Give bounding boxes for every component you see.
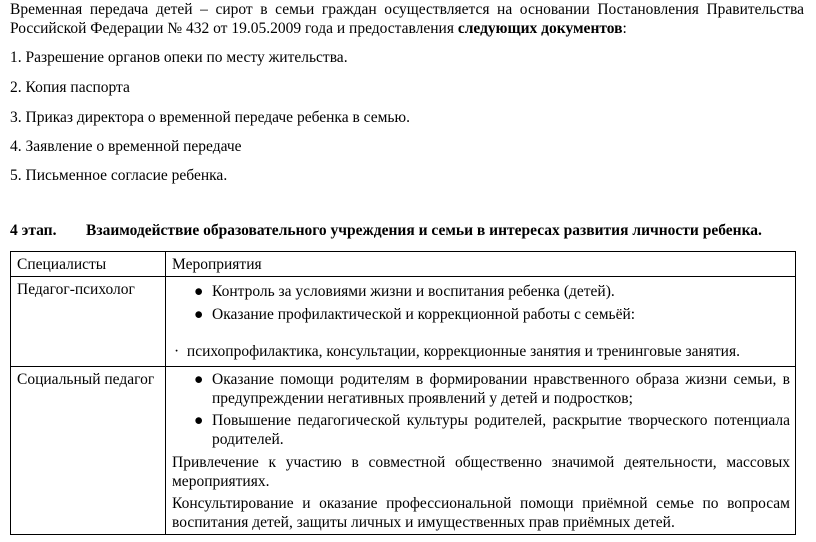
intro-line-2: Российской Федерации № 432 от 19.05.2009 года и предоставления bbox=[10, 20, 454, 37]
role-social-pedagogue: Социальный педагог bbox=[11, 367, 166, 535]
bullet-icon: ● bbox=[194, 283, 204, 300]
bullet-icon: ● bbox=[194, 412, 204, 429]
paragraph: Привлечение к участию в совместной общественно значимой деятельности, массовых мероприятиях. bbox=[172, 454, 790, 490]
stage-title: Взаимодействие образовательного учреждения и семьи в интересах развития личности ребенка. bbox=[86, 222, 762, 239]
bullet-icon: ● bbox=[194, 371, 204, 388]
table-row bbox=[11, 277, 796, 367]
table-row bbox=[11, 367, 796, 535]
psychologist-activities bbox=[166, 277, 796, 367]
list-item: 1. Разрешение органов опеки по месту жительства. bbox=[10, 49, 348, 66]
paragraph: Консультирование и оказание профессиональной помощи приёмной семье по вопросам воспитания детей, защиты личных и имущественных прав приёмных детей. bbox=[172, 495, 790, 531]
header-specialists: Специалисты bbox=[11, 252, 166, 277]
bullet-icon: ● bbox=[194, 306, 204, 323]
list-item: 4. Заявление о временной передаче bbox=[10, 138, 242, 155]
activities-table bbox=[10, 251, 796, 535]
header-activities: Мероприятия bbox=[166, 252, 796, 277]
dot-marker: · bbox=[174, 343, 180, 360]
bullet-item: ● Оказание профилактической и коррекционной работы с семьёй: bbox=[194, 306, 636, 323]
bullet-item: ● Повышение педагогической культуры родителей, раскрытие творческого потенциала родителей. bbox=[194, 412, 790, 448]
intro-tail: : bbox=[622, 20, 627, 37]
list-item: 3. Приказ директора о временной передаче ребенка в семью. bbox=[10, 109, 410, 126]
bullet-item: ● Контроль за условиями жизни и воспитания ребенка (детей). bbox=[194, 283, 615, 300]
intro-bold-phrase: следующих документов bbox=[457, 20, 623, 37]
bullet-item: ● Оказание помощи родителям в формировании нравственного образа жизни семьи, в предупреждении негативных проявлений у детей и подростков; bbox=[194, 371, 790, 407]
dot-item: · психопрофилактика, консультации, коррекционные занятия и тренинговые занятия. bbox=[174, 343, 740, 360]
stage-heading bbox=[10, 221, 762, 240]
intro-paragraph bbox=[10, 0, 804, 38]
stage-number: 4 этап. bbox=[10, 222, 57, 239]
table-header-row bbox=[11, 252, 796, 277]
list-item: 5. Письменное согласие ребенка. bbox=[10, 167, 228, 184]
role-psychologist: Педагог-психолог bbox=[11, 277, 166, 367]
intro-line-1: Временная передача детей – сирот в семьи граждан осуществляется на основании Постановления Правительства bbox=[10, 1, 804, 18]
list-item: 2. Копия паспорта bbox=[10, 79, 130, 96]
social-activities bbox=[166, 367, 796, 535]
